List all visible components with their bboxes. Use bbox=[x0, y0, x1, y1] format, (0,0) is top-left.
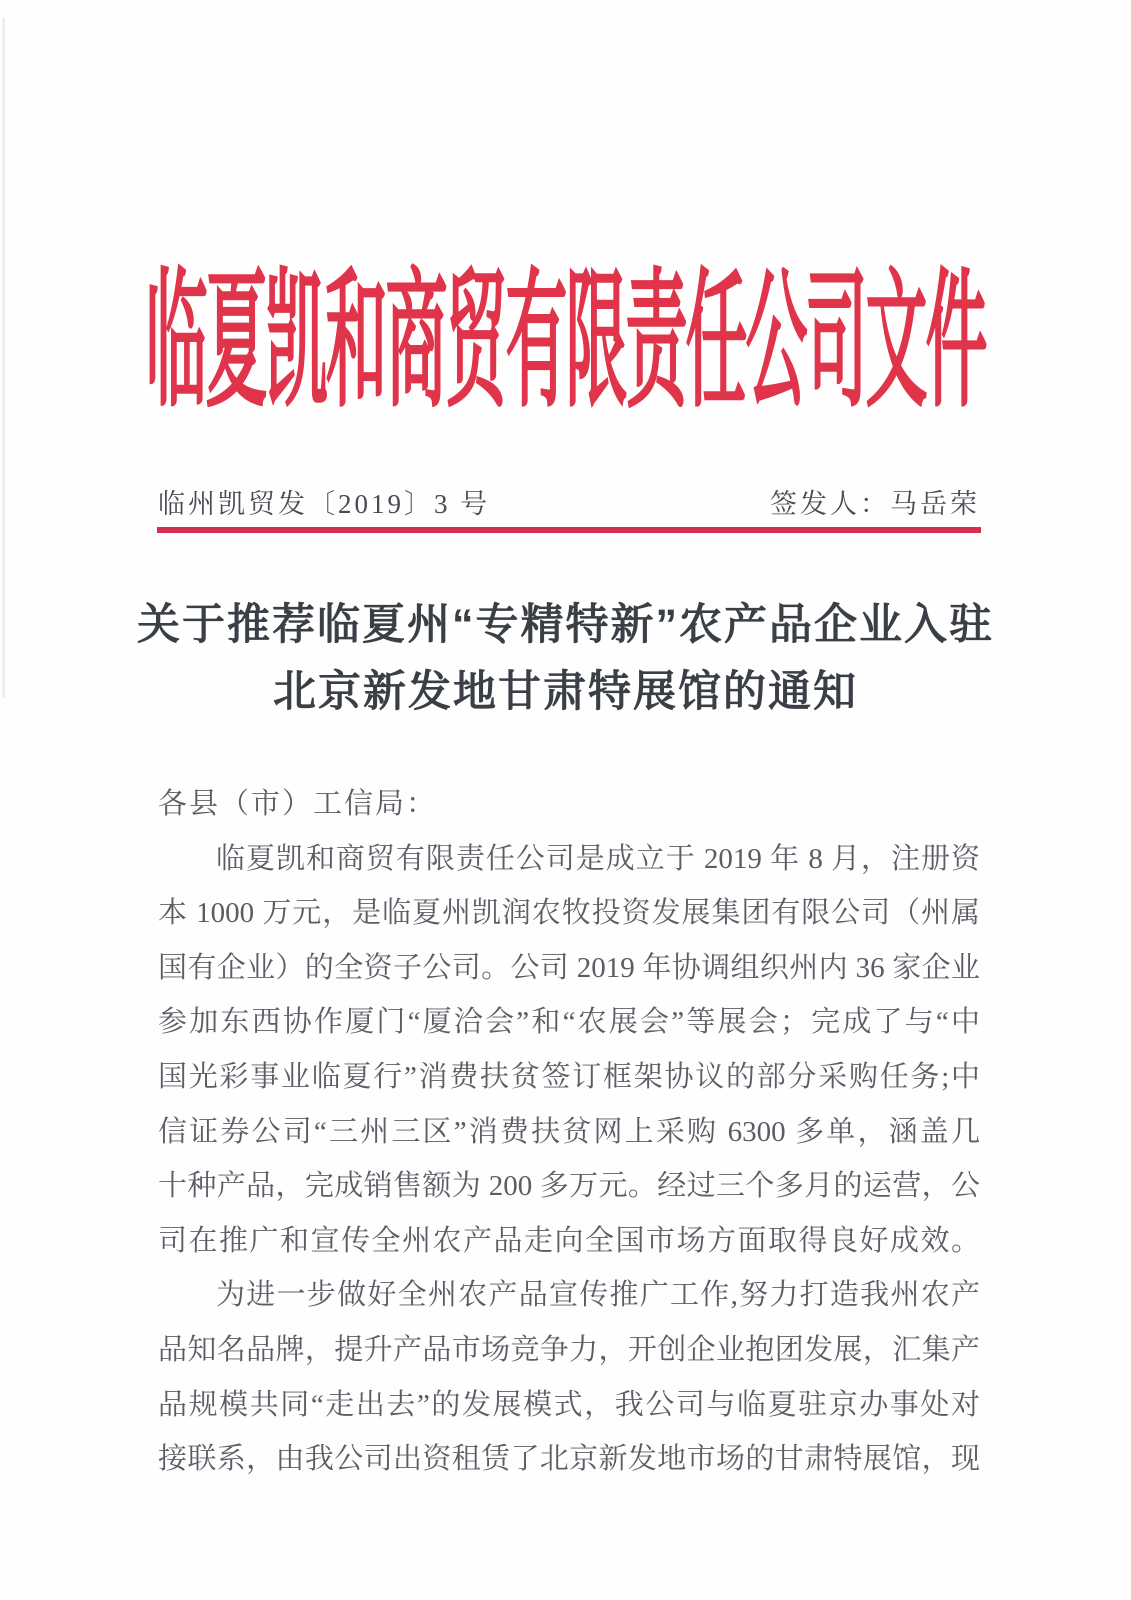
body-line: 司在推广和宣传全州农产品走向全国市场方面取得良好成效。 bbox=[158, 1224, 980, 1257]
issuer: 签发人：马岳荣 bbox=[770, 489, 980, 519]
doc-title bbox=[0, 592, 1131, 726]
body-line: 临夏凯和商贸有限责任公司是成立于 2019 年 8 月，注册资 bbox=[216, 842, 980, 875]
doc-info-row bbox=[158, 482, 980, 521]
body-line: 为进一步做好全州农产品宣传推广工作,努力打造我州农产 bbox=[216, 1279, 980, 1312]
body-line: 品知名品牌，提升产品市场竞争力，开创企业抱团发展，汇集产 bbox=[158, 1333, 980, 1366]
org-header-title: 临夏凯和商贸有限责任公司文件 bbox=[145, 251, 986, 429]
body-line: 国有企业）的全资子公司。公司 2019 年协调组织州内 36 家企业 bbox=[158, 951, 980, 984]
body-line: 接联系，由我公司出资租赁了北京新发地市场的甘肃特展馆，现 bbox=[158, 1443, 980, 1476]
body-line: 十种产品，完成销售额为 200 多万元。经过三个多月的运营，公 bbox=[158, 1170, 980, 1203]
red-letterhead bbox=[0, 251, 1131, 429]
red-divider-rule bbox=[157, 527, 981, 533]
body-line: 信证券公司“三州三区”消费扶贫网上采购 6300 多单，涵盖几 bbox=[158, 1115, 980, 1148]
doc-title-line1: 关于推荐临夏州“专精特新”农产品企业入驻 bbox=[137, 601, 994, 649]
body-line: 国光彩事业临夏行”消费扶贫签订框架协议的部分采购任务;中 bbox=[158, 1060, 980, 1093]
body-line: 品规模共同“走出去”的发展模式，我公司与临夏驻京办事处对 bbox=[158, 1388, 980, 1421]
doc-title-line2: 北京新发地甘肃特展馆的通知 bbox=[273, 668, 858, 716]
body-salutation: 各县（市）工信局： bbox=[158, 788, 438, 820]
doc-number: 临州凯贸发〔2019〕3 号 bbox=[158, 489, 491, 519]
body-line: 参加东西协作厦门“厦洽会”和“农展会”等展会；完成了与“中 bbox=[158, 1006, 980, 1039]
body-text bbox=[158, 777, 980, 1487]
body-line: 本 1000 万元，是临夏州凯润农牧投资发展集团有限公司（州属 bbox=[158, 897, 980, 930]
